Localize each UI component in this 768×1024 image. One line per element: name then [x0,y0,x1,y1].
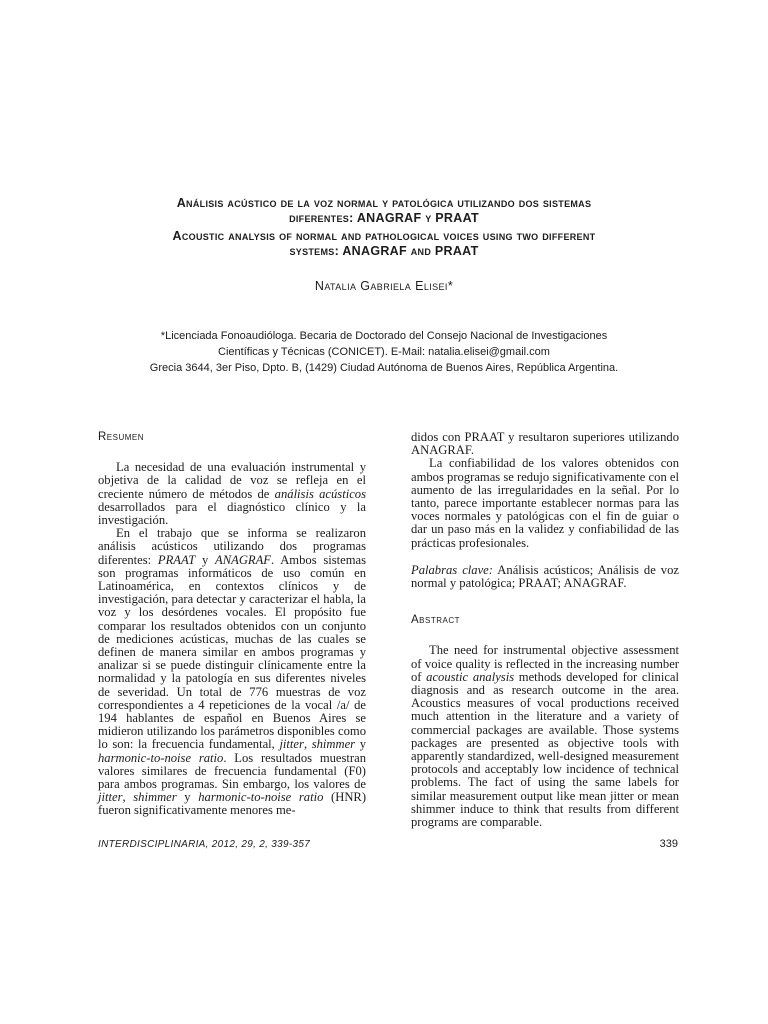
page-number: 339 [659,838,678,850]
title-spanish [100,196,668,226]
author-name: Natalia Gabriela Elisei* [314,279,454,293]
abstract-heading: Abstract [411,614,461,627]
resumen-paragraph-3: La confiabilidad de los valores obtenidos con ambos programas se redujo significativamente con el aumento de las irregularidades en la señal. Por lo tanto, parece importante establecer normas para las voces normales y patológicas con el fin de guiar o dar un paso más en la validez y confiabilidad de las prácticas profesionales. [411,456,679,550]
title-english [100,229,668,259]
resumen-heading: Resumen [98,431,145,443]
abstract-paragraph-1: The need for instrumental objective assessment of voice quality is reflected in the increasing number of acoustic analysis methods developed for clinical diagnosis and as research outcome in the area. Acoustics measures of vocal productions received much attention in the literature and a variety of commercial packages are available. Those systems packages are presented as objective tools with apparently standardized, well-designed measurement protocols and acceptably low incidence of technical problems. The fact of using the same labels for similar measurement output like mean jitter or mean shimmer induce to think that results from different programs are comparable. [411,643,679,830]
resumen-paragraph-2-continued: didos con PRAAT y resultaron superiores utilizando ANAGRAF. [411,430,679,458]
affiliation-line2: Científicas y Técnicas (CONICET). E-Mail: natalia.elisei@gmail.com [218,346,550,358]
keywords-label: Palabras clave: [411,562,493,577]
affiliation-line3: Grecia 3644, 3er Piso, Dpto. B, (1429) Ciudad Autónoma de Buenos Aires, República Argentina. [149,362,619,374]
keywords [411,564,679,590]
affiliation-line1: *Licenciada Fonoaudióloga. Becaria de Doctorado del Consejo Nacional de Investigaciones [160,330,608,342]
resumen-paragraph-1: La necesidad de una evaluación instrumental y objetiva de la calidad de voz se refleja en el creciente número de métodos de análisis acústicos desarrollados para el diagnóstico clínico y la investigación. [98,460,366,528]
right-column [411,431,679,829]
title-english-line1: Acoustic analysis of normal and pathological voices using two different [172,229,596,243]
title-english-line2: systems: ANAGRAF and PRAAT [289,244,479,258]
keywords-text: Análisis acústicos; Análisis de voz normal y patológica; PRAAT; ANAGRAF. [411,562,679,591]
left-column [98,431,366,818]
resumen-paragraph-2: En el trabajo que se informa se realizaron análisis acústicos utilizando dos programas diferentes: PRAAT y ANAGRAF. Ambos sistemas son programas informáticos de uso común en Latinoamérica, en contextos clínicos y de investigación, para detectar y caracterizar el habla, la voz y los desórdenes vocales. El propósito fue comparar los resultados obtenidos con un conjunto de mediciones acústicas, muchas de las cuales se definen de manera similar en ambos programas y analizar si se puede distinguir clínicamente entre la normalidad y la patología en sus diferentes niveles de severidad. Un total de 776 muestras de voz correspondientes a 4 repeticiones de la vocal /a/ de 194 hablantes de español en Buenos Aires se midieron utilizando los parámetros disponibles como lo son: la frecuencia fundamental, jitter, shimmer y harmonic-to-noise ratio. Los resultados muestran valores similares de frecuencia fundamental (F0) para ambos programas. Sin embargo, los valores de jitter, shimmer y harmonic-to-noise ratio (HNR) fueron significativamente menores me- [98,526,367,818]
journal-citation: INTERDISCIPLINARIA, 2012, 29, 2, 339-357 [98,839,311,850]
author-affiliation [90,328,678,376]
title-spanish-line2: diferentes: ANAGRAF y PRAAT [289,211,479,225]
title-spanish-line1: Análisis acústico de la voz normal y patológica utilizando dos sistemas [176,196,592,210]
